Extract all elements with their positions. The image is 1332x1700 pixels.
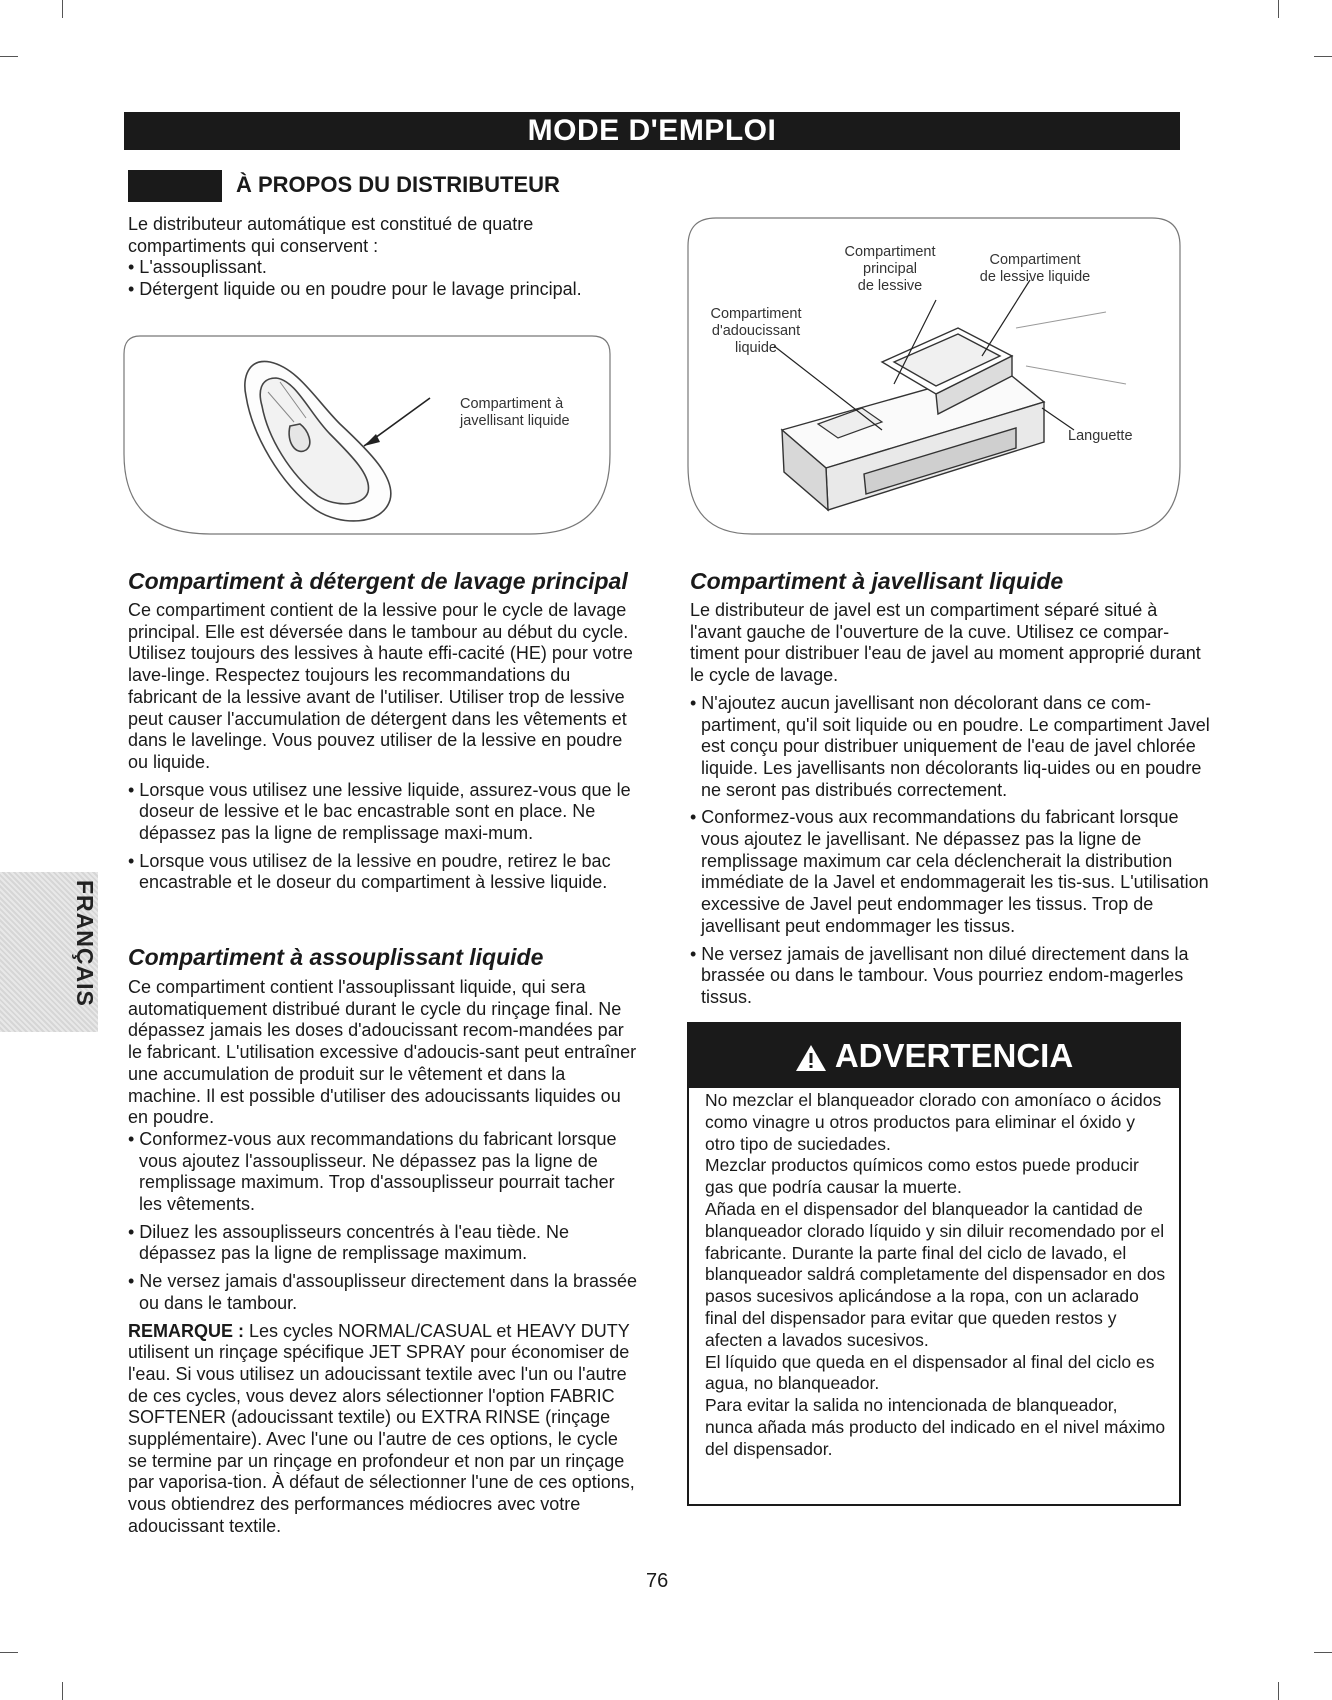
bleach-heading: Compartiment à javellisant liquide	[690, 568, 1064, 594]
paragraph: Ce compartiment contient de la lessive pour le cycle de lavage principal. Elle est déversée dans le tambour au début du cycle. Utilisez toujours des lessives à haute effi-cacité (HE) pour votre lave-linge. Respectez toujours les recommandations du fabricant de la lessive avant de l'utiliser. Utiliser trop de lessive peut causer l'accumulation de détergent dans les vêtements et dans le lavelinge. Vous pouvez utiliser de la lessive en poudre ou liquide.	[128, 600, 633, 772]
tab-label: Languette	[1068, 428, 1133, 444]
bullet: • Lorsque vous utilisez une lessive liquide, assurez-vous que le doseur de lessive et le bac encastrable sont en place. Ne dépassez pas la ligne de remplissage maxi-mum.	[128, 779, 631, 844]
bullet: • Conformez-vous aux recommandations du fabricant lorsque vous ajoutez le javellisant. Ne dépassez pas la ligne de remplissage maximum car cela déclencherait la distribution immédiate de la Javel et endommagerait les tis-sus. L'utilisation excessive de Javel peut endommager les tissus. Trop de javellisant peut endommager les tissus.	[690, 807, 1209, 936]
warning-icon	[795, 1044, 827, 1072]
crop-mark	[1314, 1652, 1332, 1653]
softener-compartment-label	[698, 306, 814, 357]
language-tab	[0, 872, 98, 1032]
section-title: À PROPOS DU DISTRIBUTEUR	[236, 172, 560, 197]
bullet: • Diluez les assouplisseurs concentrés à l'eau tiède. Ne dépassez pas la ligne de remplissage maximum.	[128, 1221, 569, 1264]
label-line: Compartiment	[844, 244, 936, 260]
softener-heading: Compartiment à assouplissant liquide	[128, 944, 544, 970]
paragraph: Ce compartiment contient l'assouplissant liquide, qui sera automatiquement distribué durant le cycle du rinçage final. Ne dépassez jamais les doses d'adoucissant recom-mandées par le fabricant. L'utilisation excessive d'adoucis-sant peut entraîner une accumulation de produit sur le vêtement et dans la machine. Il est possible d'utiliser des adoucissants liquides ou en poudre.	[128, 977, 637, 1128]
bullet: • N'ajoutez aucun javellisant non décolorant dans ce com-partiment, qu'il soit liquide ou en poudre. Le compartiment Javel est conçu pour distribuer uniquement de l'eau de javel chlorée liquide. Les javellisants non décolorants liq-uides ou en poudre ne seront pas distribués correctement.	[690, 692, 1210, 800]
intro-line: compartiments qui conservent :	[128, 235, 379, 256]
bullet: • Lorsque vous utilisez de la lessive en poudre, retirez le bac encastrable et le doseur du compartiment à lessive liquide.	[128, 850, 611, 893]
page-banner: MODE D'EMPLOI	[124, 112, 1180, 150]
bleach-compartment-illustration	[120, 334, 612, 538]
softener-text	[128, 977, 638, 1538]
bleach-text	[690, 600, 1210, 1009]
crop-mark	[0, 1652, 18, 1653]
crop-mark	[0, 56, 18, 57]
bullet: • Ne versez jamais d'assouplisseur directement dans la brassée ou dans le tambour.	[128, 1271, 637, 1313]
intro-line: • Détergent liquide ou en poudre pour le lavage principal.	[128, 279, 582, 300]
paragraph: Le distributeur de javel est un compartiment séparé situé à l'avant gauche de l'ouverture de la cuve. Utilisez ce compar-timent pour distribuer l'eau de javel au moment approprié durant le cycle de lavage.	[690, 600, 1201, 686]
warning-paragraph: Mezclar productos químicos como estos puede producir gas que podría causar la muerte.	[705, 1155, 1139, 1198]
crop-mark	[62, 1682, 63, 1700]
label-line: Compartiment	[710, 306, 802, 322]
label-line: liquide	[735, 340, 777, 356]
warning-paragraph: No mezclar el blanqueador clorado con amoníaco o ácidos como vinagre u otros productos para eliminar el óxido y otro tipo de suciedades.	[705, 1090, 1162, 1154]
label-line: de lessive	[857, 278, 923, 294]
label-line: principal	[863, 261, 917, 277]
label-line: d'adoucissant	[711, 323, 801, 339]
intro-text	[128, 214, 648, 301]
warning-box	[687, 1022, 1181, 1506]
note-text: Les cycles NORMAL/CASUAL et HEAVY DUTY utilisent un rinçage spécifique JET SPRAY pour économiser de l'eau. Si vous utilisez un adoucissant textile avec l'un ou l'autre de ces cycles, vous devez alors sélectionner l'option FABRIC SOFTENER (adoucissant textile) ou EXTRA RINSE (rinçage supplémentaire). Avec l'une ou l'autre de ces options, le cycle se termine par un rinçage en profondeur et non par un rinçage par vaporisa-tion. À défaut de sélectionner l'une de ces options, vous obtiendrez des performances médiocres avec votre adoucissant textile.	[128, 1320, 635, 1536]
main-detergent-text	[128, 600, 638, 894]
note	[128, 1321, 638, 1538]
crop-mark	[1278, 0, 1279, 18]
liquid-compartment-label	[960, 252, 1110, 286]
main-compartment-label	[820, 244, 960, 295]
warning-paragraph: Añada en el dispensador del blanqueador la cantidad de blanqueador clorado líquido y sin diluir recomendado por el fabricante. Durante la parte final del ciclo de lavado, el blanqueador saldrá completamente del dispensador en dos pasos sucesivos aplicándose a la ropa, con un aclarado final del dispensador para evitar que queden restos y afecten a lavados sucesivos.	[705, 1198, 1166, 1350]
warning-paragraph: El líquido que queda en el dispensador al final del ciclo es agua, no blanqueador.	[705, 1351, 1155, 1394]
label-line: Compartiment	[989, 252, 1081, 268]
crop-mark	[1278, 1682, 1279, 1700]
warning-paragraph: Para evitar la salida no intencionada de blanqueador, nunca añada más producto del indicado en el nivel máximo del dispensador.	[705, 1395, 1166, 1459]
intro-line: • L'assouplissant.	[128, 257, 267, 278]
bullet: • Ne versez jamais de javellisant non dilué directement dans la brassée ou dans le tambour. Vous pourriez endom-magerles tissus.	[690, 943, 1189, 1007]
warning-body	[705, 1090, 1167, 1461]
intro-line: Le distributeur automátique est constitué de quatre	[128, 214, 534, 234]
bleach-label-line: javellisant liquide	[460, 413, 570, 429]
heading-bar	[128, 170, 222, 202]
note-label: REMARQUE :	[128, 1320, 244, 1341]
drawer-body	[782, 368, 1044, 510]
bullet: • Conformez-vous aux recommandations du fabricant lorsque vous ajoutez l'assouplisseur. Ne dépassez pas la ligne de remplissage maximum. Trop d'assouplisseur pourrait tacher les vêtements.	[128, 1128, 617, 1215]
crop-mark	[1314, 56, 1332, 57]
crop-mark	[62, 0, 63, 18]
bleach-label-line: Compartiment à	[460, 396, 564, 412]
page-number: 76	[646, 1570, 669, 1592]
label-line: de lessive liquide	[979, 269, 1091, 285]
warning-title: ADVERTENCIA	[834, 1037, 1074, 1074]
language-tab-label: FRANÇAIS	[72, 880, 98, 1007]
main-detergent-heading: Compartiment à détergent de lavage principal	[128, 568, 628, 594]
warning-header	[689, 1024, 1179, 1088]
bleach-label	[460, 396, 570, 430]
